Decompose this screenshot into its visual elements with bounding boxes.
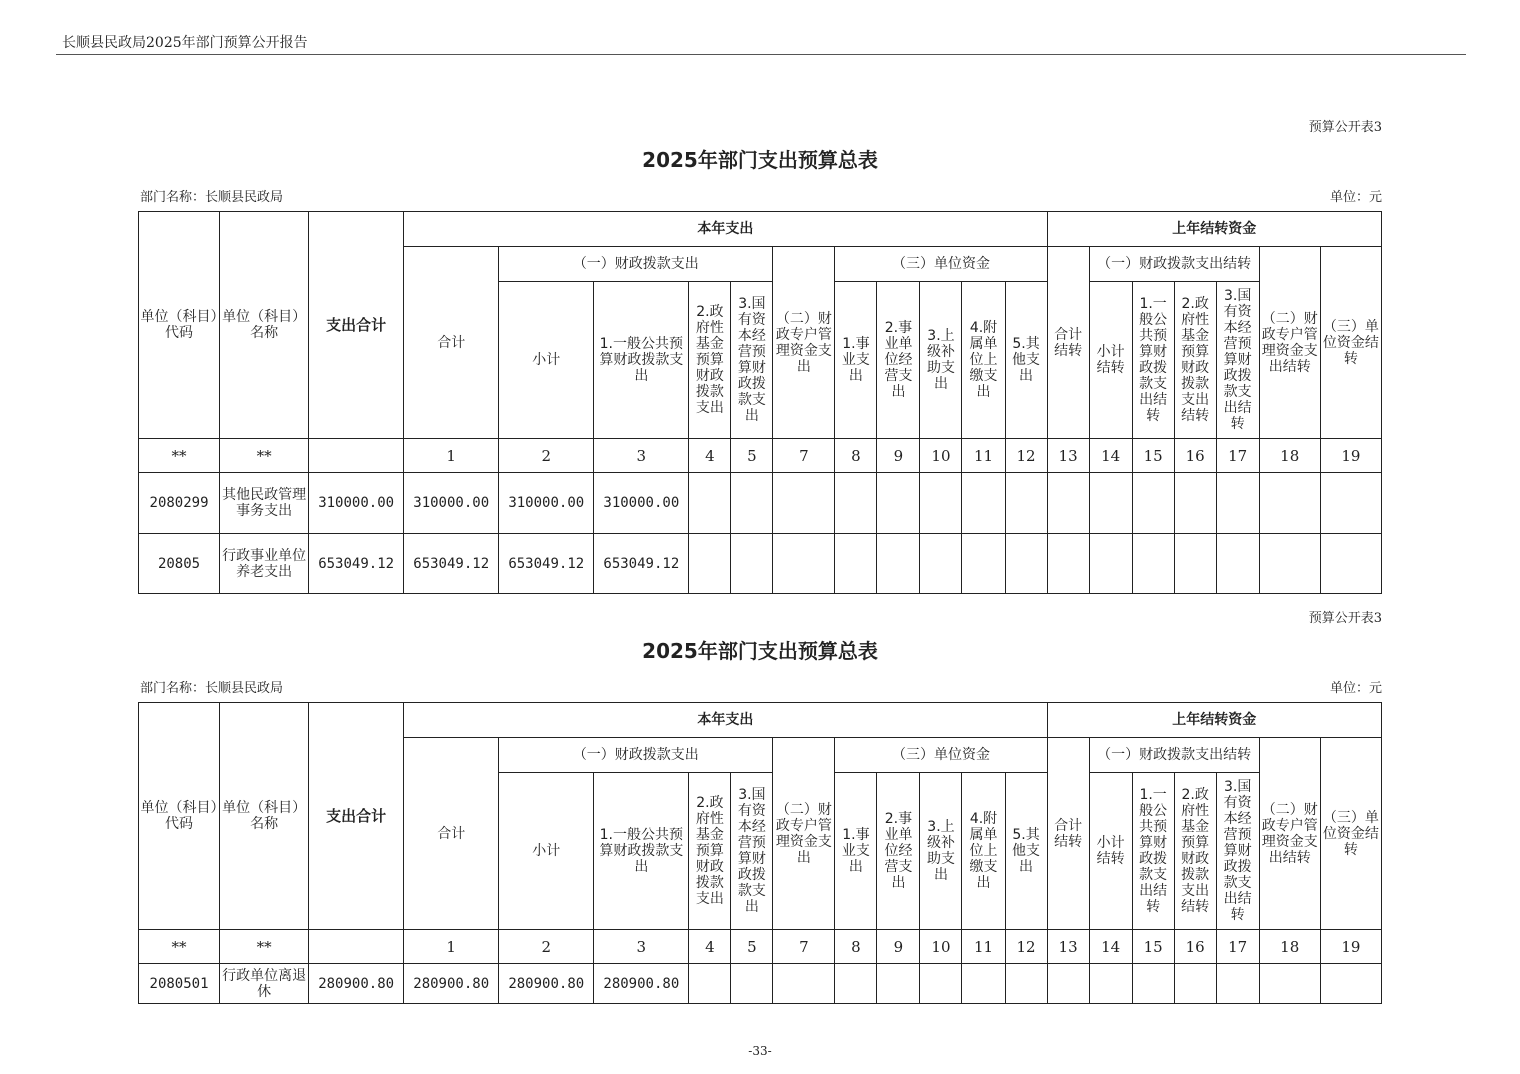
index-cell: 12 (1005, 439, 1047, 473)
row-cy-general-budget: 653049.12 (594, 534, 689, 594)
index-cell: ** (220, 930, 309, 964)
py-fiscal-1-header: 1.一般公共预算财政拨款支出结转 (1132, 773, 1174, 930)
cy-total-header: 合计 (404, 738, 499, 930)
cy-unit-1-header: 1.事业支出 (835, 773, 877, 930)
index-cell: 16 (1174, 439, 1216, 473)
cy-unit-4-header: 4.附属单位上缴支出 (962, 773, 1005, 930)
running-header: 长顺县民政局2025年部门预算公开报告 (62, 35, 308, 51)
row-code: 2080501 (139, 964, 220, 1004)
col-total-header: 支出合计 (309, 212, 404, 439)
empty-cell (835, 964, 877, 1004)
empty-cell (773, 473, 835, 534)
row-total: 310000.00 (309, 473, 404, 534)
index-cell: 1 (404, 439, 499, 473)
table-number: 预算公开表3 (1308, 611, 1382, 626)
empty-cell (1320, 534, 1381, 594)
index-cell: 13 (1047, 439, 1089, 473)
empty-cell (1089, 473, 1132, 534)
empty-cell (731, 964, 773, 1004)
row-cy-general-budget: 280900.80 (594, 964, 689, 1004)
cy-fiscal-sub-header: 小计 (499, 773, 594, 930)
row-total: 653049.12 (309, 534, 404, 594)
cy-total-header: 合计 (404, 247, 499, 439)
empty-cell (962, 473, 1005, 534)
page-number: -33- (748, 1044, 772, 1058)
index-cell: ** (139, 930, 220, 964)
index-cell: 12 (1005, 930, 1047, 964)
cy-unit-1-header: 1.事业支出 (835, 282, 877, 439)
py-fiscal-2-header: 2.政府性基金预算财政拨款支出结转 (1174, 282, 1216, 439)
py-special-header: （二）财政专户管理资金支出结转 (1259, 738, 1320, 930)
index-cell: 15 (1132, 439, 1174, 473)
table-title: 2025年部门支出预算总表 (642, 639, 878, 663)
index-cell: ** (220, 439, 309, 473)
cy-fiscal-header: （一）财政拨款支出 (499, 738, 773, 773)
empty-cell (877, 964, 920, 1004)
empty-cell (1259, 964, 1320, 1004)
empty-cell (1005, 534, 1047, 594)
cy-fiscal-sub-header: 小计 (499, 282, 594, 439)
row-code: 2080299 (139, 473, 220, 534)
py-fiscal-header: （一）财政拨款支出结转 (1089, 247, 1259, 282)
empty-cell (689, 534, 731, 594)
empty-cell (835, 473, 877, 534)
empty-cell (1132, 534, 1174, 594)
empty-cell (689, 964, 731, 1004)
empty-cell (1259, 534, 1320, 594)
row-code: 20805 (139, 534, 220, 594)
index-cell: 17 (1216, 439, 1259, 473)
index-cell: 15 (1132, 930, 1174, 964)
table-section-2 (138, 607, 1382, 1011)
empty-cell (1132, 964, 1174, 1004)
row-cy-total: 653049.12 (404, 534, 499, 594)
unit-label: 单位：元 (1329, 190, 1382, 205)
cy-special-header: （二）财政专户管理资金支出 (773, 738, 835, 930)
cy-unit-2-header: 2.事业单位经营支出 (877, 773, 920, 930)
empty-cell (1320, 964, 1381, 1004)
row-cy-subtotal: 310000.00 (499, 473, 594, 534)
table-title: 2025年部门支出预算总表 (642, 148, 878, 172)
empty-cell (1216, 534, 1259, 594)
row-cy-total: 310000.00 (404, 473, 499, 534)
row-name: 行政单位离退休 (220, 964, 309, 1004)
cy-unit-header: （三）单位资金 (835, 738, 1047, 773)
index-cell (309, 439, 404, 473)
budget-table (138, 211, 1382, 594)
py-fiscal-3-header: 3.国有资本经营预算财政拨款支出结转 (1216, 773, 1259, 930)
empty-cell (731, 534, 773, 594)
index-cell: 18 (1259, 439, 1320, 473)
empty-cell (1089, 534, 1132, 594)
empty-cell (1320, 473, 1381, 534)
py-fiscal-sub-header: 小计结转 (1089, 773, 1132, 930)
col-name-header: 单位（科目）名称 (220, 212, 309, 439)
budget-table (138, 702, 1382, 1004)
empty-cell (689, 473, 731, 534)
empty-cell (1132, 473, 1174, 534)
py-fiscal-1-header: 1.一般公共预算财政拨款支出结转 (1132, 282, 1174, 439)
index-cell: 2 (499, 439, 594, 473)
index-cell: 10 (920, 930, 962, 964)
cy-unit-4-header: 4.附属单位上缴支出 (962, 282, 1005, 439)
index-cell: 18 (1259, 930, 1320, 964)
col-name-header: 单位（科目）名称 (220, 703, 309, 930)
index-cell (309, 930, 404, 964)
cy-fiscal-header: （一）财政拨款支出 (499, 247, 773, 282)
cy-special-header: （二）财政专户管理资金支出 (773, 247, 835, 439)
empty-cell (835, 534, 877, 594)
empty-cell (1089, 964, 1132, 1004)
col-code-header: 单位（科目）代码 (139, 703, 220, 930)
row-cy-general-budget: 310000.00 (594, 473, 689, 534)
cy-unit-5-header: 5.其他支出 (1005, 773, 1047, 930)
cy-fiscal-3-header: 3.国有资本经营预算财政拨款支出 (731, 282, 773, 439)
table-number: 预算公开表3 (1308, 120, 1382, 135)
department-label: 部门名称：长顺县民政局 (140, 190, 284, 205)
index-cell: 8 (835, 930, 877, 964)
index-cell: 8 (835, 439, 877, 473)
index-cell: 19 (1320, 439, 1381, 473)
table-row (139, 964, 1382, 1004)
row-name: 行政事业单位养老支出 (220, 534, 309, 594)
index-cell: 9 (877, 439, 920, 473)
cy-unit-header: （三）单位资金 (835, 247, 1047, 282)
col-total-header: 支出合计 (309, 703, 404, 930)
empty-cell (1047, 534, 1089, 594)
empty-cell (1047, 964, 1089, 1004)
unit-label: 单位：元 (1329, 681, 1382, 696)
current-year-header: 本年支出 (404, 703, 1047, 738)
empty-cell (1174, 534, 1216, 594)
row-cy-subtotal: 653049.12 (499, 534, 594, 594)
cy-fiscal-2-header: 2.政府性基金预算财政拨款支出 (689, 773, 731, 930)
index-cell: 7 (773, 930, 835, 964)
index-cell: 11 (962, 930, 1005, 964)
table-row (139, 534, 1382, 594)
py-total-header: 合计结转 (1047, 247, 1089, 439)
index-cell: 13 (1047, 930, 1089, 964)
index-cell: 16 (1174, 930, 1216, 964)
py-fiscal-header: （一）财政拨款支出结转 (1089, 738, 1259, 773)
empty-cell (773, 534, 835, 594)
prior-year-header: 上年结转资金 (1047, 703, 1381, 738)
cy-fiscal-1-header: 1.一般公共预算财政拨款支出 (594, 773, 689, 930)
cy-unit-3-header: 3.上级补助支出 (920, 773, 962, 930)
index-cell: 1 (404, 930, 499, 964)
empty-cell (962, 964, 1005, 1004)
py-unit-header: （三）单位资金结转 (1320, 738, 1381, 930)
cy-fiscal-1-header: 1.一般公共预算财政拨款支出 (594, 282, 689, 439)
row-cy-subtotal: 280900.80 (499, 964, 594, 1004)
header-rule (56, 54, 1466, 55)
py-total-header: 合计结转 (1047, 738, 1089, 930)
cy-unit-3-header: 3.上级补助支出 (920, 282, 962, 439)
empty-cell (773, 964, 835, 1004)
empty-cell (1047, 473, 1089, 534)
empty-cell (962, 534, 1005, 594)
prior-year-header: 上年结转资金 (1047, 212, 1381, 247)
empty-cell (877, 534, 920, 594)
index-cell: 9 (877, 930, 920, 964)
index-cell: 5 (731, 439, 773, 473)
empty-cell (1216, 964, 1259, 1004)
row-name: 其他民政管理事务支出 (220, 473, 309, 534)
index-cell: 7 (773, 439, 835, 473)
index-cell: 3 (594, 930, 689, 964)
index-row (139, 930, 1382, 964)
index-row (139, 439, 1382, 473)
py-unit-header: （三）单位资金结转 (1320, 247, 1381, 439)
py-fiscal-sub-header: 小计结转 (1089, 282, 1132, 439)
index-cell: 4 (689, 439, 731, 473)
cy-unit-5-header: 5.其他支出 (1005, 282, 1047, 439)
index-cell: 17 (1216, 930, 1259, 964)
empty-cell (920, 964, 962, 1004)
index-cell: 5 (731, 930, 773, 964)
index-cell: 14 (1089, 439, 1132, 473)
empty-cell (1005, 964, 1047, 1004)
index-cell: 4 (689, 930, 731, 964)
empty-cell (1174, 473, 1216, 534)
cy-fiscal-3-header: 3.国有资本经营预算财政拨款支出 (731, 773, 773, 930)
index-cell: 11 (962, 439, 1005, 473)
py-fiscal-2-header: 2.政府性基金预算财政拨款支出结转 (1174, 773, 1216, 930)
empty-cell (877, 473, 920, 534)
index-cell: 3 (594, 439, 689, 473)
empty-cell (731, 473, 773, 534)
index-cell: 10 (920, 439, 962, 473)
department-label: 部门名称：长顺县民政局 (140, 681, 284, 696)
index-cell: 19 (1320, 930, 1381, 964)
empty-cell (1216, 473, 1259, 534)
empty-cell (920, 473, 962, 534)
current-year-header: 本年支出 (404, 212, 1047, 247)
empty-cell (1005, 473, 1047, 534)
table-row (139, 473, 1382, 534)
py-special-header: （二）财政专户管理资金支出结转 (1259, 247, 1320, 439)
table-section-1 (138, 116, 1382, 600)
index-cell: 14 (1089, 930, 1132, 964)
row-total: 280900.80 (309, 964, 404, 1004)
empty-cell (1174, 964, 1216, 1004)
row-cy-total: 280900.80 (404, 964, 499, 1004)
empty-cell (920, 534, 962, 594)
index-cell: ** (139, 439, 220, 473)
cy-fiscal-2-header: 2.政府性基金预算财政拨款支出 (689, 282, 731, 439)
cy-unit-2-header: 2.事业单位经营支出 (877, 282, 920, 439)
index-cell: 2 (499, 930, 594, 964)
py-fiscal-3-header: 3.国有资本经营预算财政拨款支出结转 (1216, 282, 1259, 439)
empty-cell (1259, 473, 1320, 534)
col-code-header: 单位（科目）代码 (139, 212, 220, 439)
